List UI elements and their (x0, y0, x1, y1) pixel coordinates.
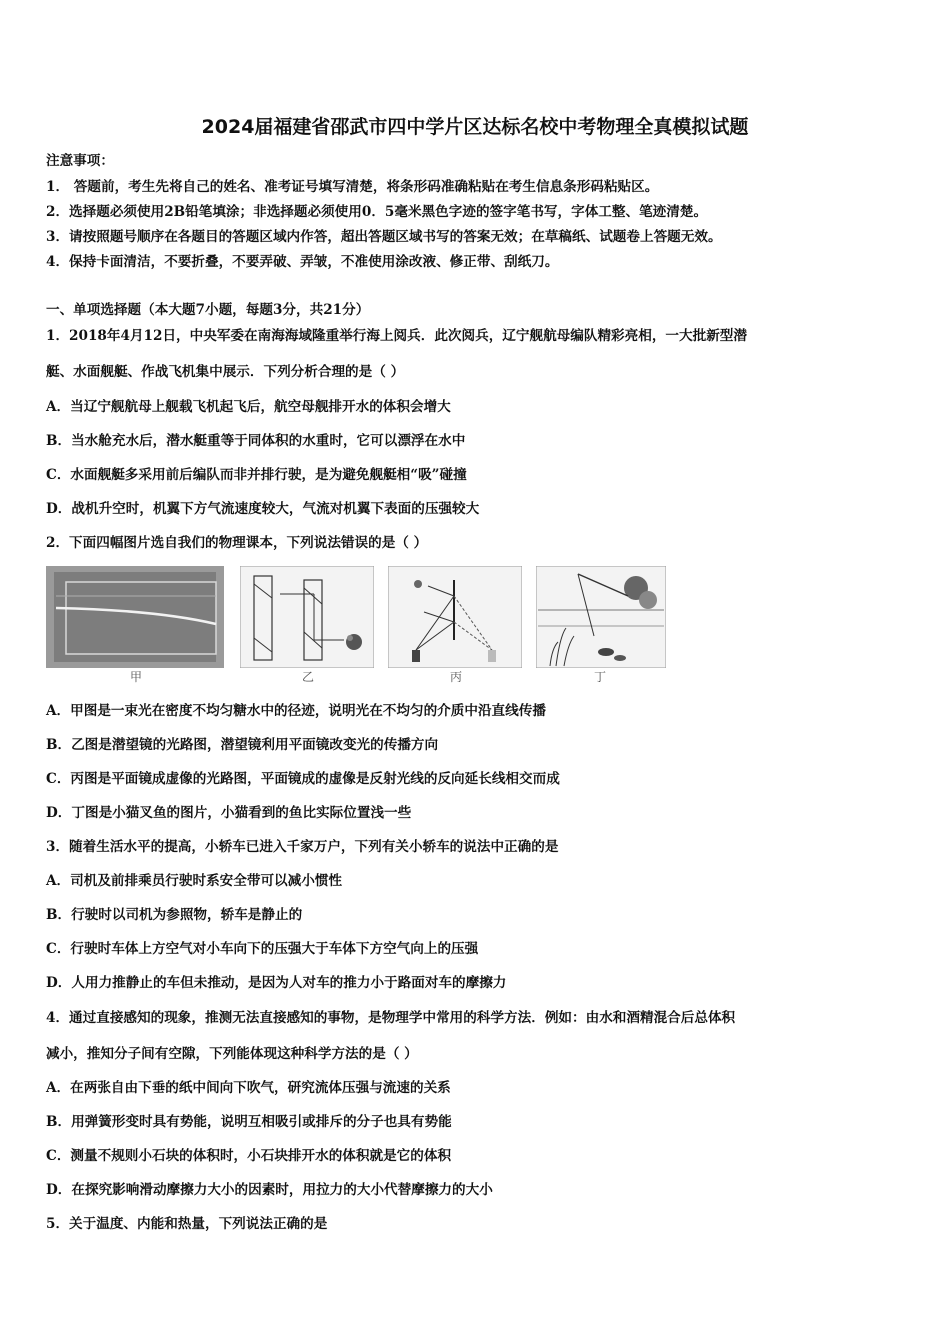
figure-label-bing: 丙 (449, 670, 462, 684)
figure-yi-periscope (240, 566, 374, 668)
figure-label-jia: 甲 (129, 670, 142, 684)
q3-option-d: D．人用力推静止的车但未推动，是因为人对车的推力小于路面对车的摩擦力 (46, 975, 507, 991)
notice-item-3: 3．请按照题号顺序在各题目的答题区域内作答，超出答题区域书写的答案无效；在草稿纸、试题卷上答题无效。 (46, 229, 722, 245)
q3-option-c: C．行驶时车体上方空气对小车向下的压强大于车体下方空气向上的压强 (46, 941, 479, 957)
notice-heading: 注意事项： (46, 153, 114, 169)
q1-option-a: A．当辽宁舰航母上舰载飞机起飞后，航空母舰排开水的体积会增大 (46, 399, 451, 415)
q2-stem: 2．下面四幅图片选自我们的物理课本，下列说法错误的是（ ） (46, 535, 428, 551)
exam-title: 2024届福建省邵武市四中学片区达标名校中考物理全真模拟试题 (201, 116, 749, 138)
q4-option-c: C．测量不规则小石块的体积时，小石块排开水的体积就是它的体积 (46, 1148, 452, 1164)
notice-item-1: 1． 答题前，考生先将自己的姓名、准考证号填写清楚，将条形码准确粘贴在考生信息条形码粘贴区。 (46, 179, 659, 195)
figure-bing-plane-mirror (388, 566, 522, 668)
q4-stem-line2: 减小，推知分子间有空隙，下列能体现这种科学方法的是（ ） (46, 1046, 418, 1062)
q1-option-c: C．水面舰艇多采用前后编队而非并排行驶，是为避免舰艇相“吸”碰撞 (46, 467, 467, 483)
section-heading: 一、单项选择题（本大题7小题，每题3分，共21分） (46, 302, 370, 318)
q4-option-d: D．在探究影响滑动摩擦力大小的因素时，用拉力的大小代替摩擦力的大小 (46, 1182, 493, 1198)
q1-option-b: B．当水舱充水后，潜水艇重等于同体积的水重时，它可以漂浮在水中 (46, 433, 466, 449)
q4-stem-line1: 4．通过直接感知的现象，推测无法直接感知的事物，是物理学中常用的科学方法．例如：由水和酒精混合后总体积 (46, 1010, 736, 1026)
q4-option-a: A．在两张自由下垂的纸中间向下吹气，研究流体压强与流速的关系 (46, 1080, 451, 1096)
q2-option-c: C．丙图是平面镜成虚像的光路图，平面镜成的虚像是反射光线的反向延长线相交而成 (46, 771, 560, 787)
q1-option-d: D．战机升空时，机翼下方气流速度较大，气流对机翼下表面的压强较大 (46, 501, 480, 517)
figure-jia-sugar-water (46, 566, 224, 668)
q1-stem-line1: 1．2018年4月12日，中央军委在南海海域隆重举行海上阅兵．此次阅兵，辽宁舰航母编队精彩亮相，一大批新型潜 (46, 328, 747, 344)
q1-stem-line2: 艇、水面舰艇、作战飞机集中展示．下列分析合理的是（ ） (46, 364, 405, 380)
figure-ding-cat-fishing (536, 566, 666, 668)
notice-item-2: 2．选择题必须使用2B铅笔填涂；非选择题必须使用0．5毫米黑色字迹的签字笔书写，字体工整、笔迹清楚。 (46, 204, 708, 220)
notice-item-4: 4．保持卡面清洁，不要折叠，不要弄破、弄皱，不准使用涂改液、修正带、刮纸刀。 (46, 254, 559, 270)
figure-label-ding: 丁 (593, 670, 606, 684)
q2-option-b: B．乙图是潜望镜的光路图，潜望镜利用平面镜改变光的传播方向 (46, 737, 439, 753)
figure-label-yi: 乙 (301, 670, 314, 684)
q3-option-b: B．行驶时以司机为参照物，轿车是静止的 (46, 907, 303, 923)
q2-option-d: D．丁图是小猫叉鱼的图片，小猫看到的鱼比实际位置浅一些 (46, 805, 412, 821)
q2-option-a: A．甲图是一束光在密度不均匀糖水中的径迹，说明光在不均匀的介质中沿直线传播 (46, 703, 546, 719)
q5-stem: 5．关于温度、内能和热量，下列说法正确的是 (46, 1216, 328, 1232)
q2-figures (46, 566, 676, 686)
q4-option-b: B．用弹簧形变时具有势能，说明互相吸引或排斥的分子也具有势能 (46, 1114, 452, 1130)
q3-option-a: A．司机及前排乘员行驶时系安全带可以减小惯性 (46, 873, 343, 889)
q3-stem: 3．随着生活水平的提高，小轿车已进入千家万户，下列有关小轿车的说法中正确的是 (46, 839, 559, 855)
